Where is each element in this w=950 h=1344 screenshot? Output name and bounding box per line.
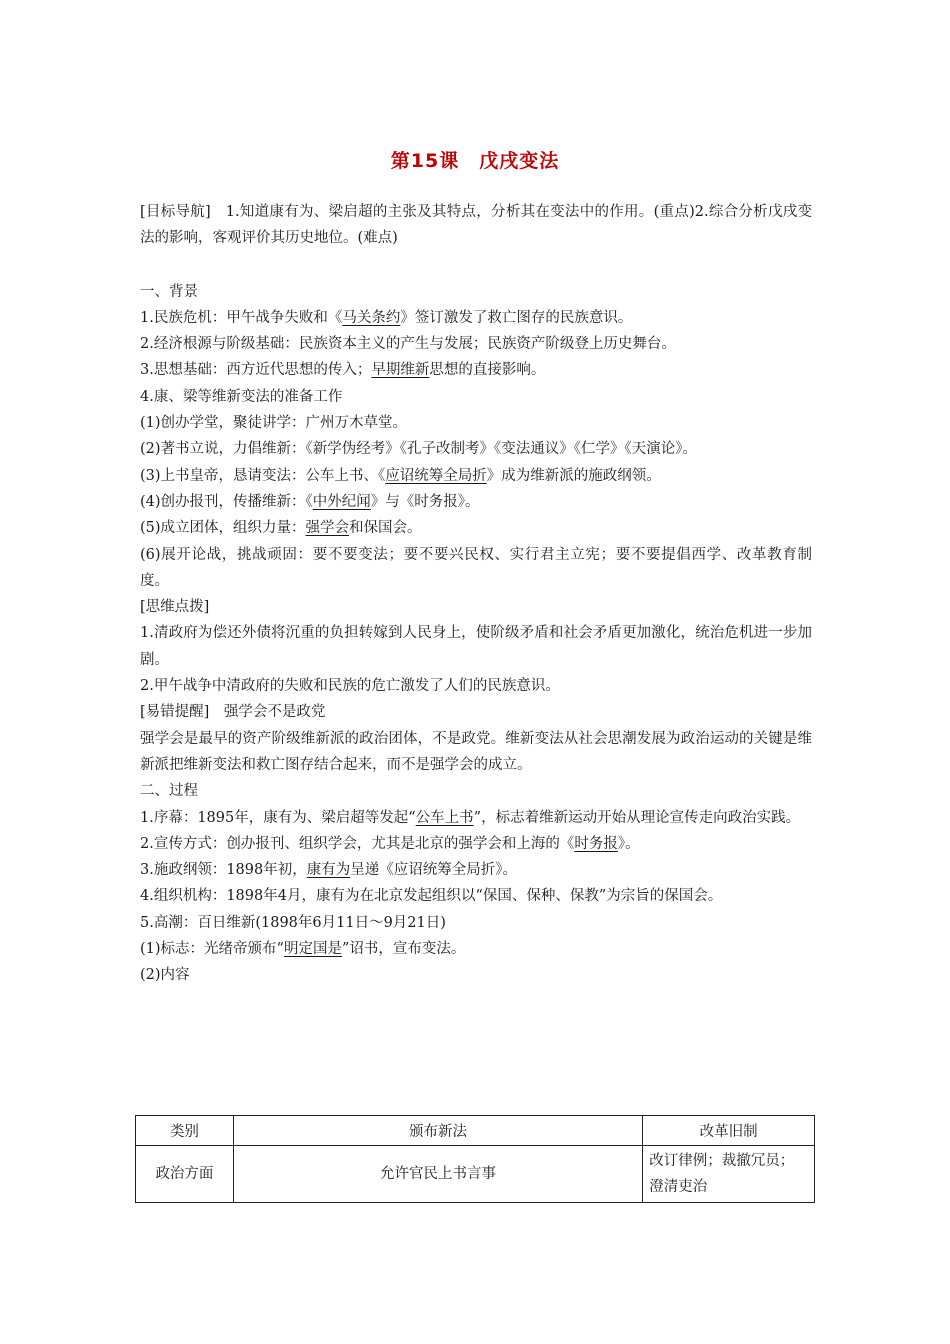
sub-item: (2)著书立说，力倡维新：《新学伪经考》《孔子改制考》《变法通议》《仁学》《天演论》。 (140, 441, 698, 458)
table-row (136, 1146, 815, 1203)
table-cell: 允许官民上书言事 (233, 1146, 642, 1203)
table-cell: 政治方面 (136, 1146, 234, 1203)
list-item: 4.康、梁等维新变法的准备工作 (140, 388, 343, 405)
fill-blank: 强学会 (305, 520, 350, 537)
sub-item: (4)创办报刊，传播维新：《中外纪闻》与《时务报》。 (140, 493, 480, 510)
list-item: 2.经济根源与阶级基础：民族资本主义的产生与发展；民族资产阶级登上历史舞台。 (140, 336, 676, 353)
page-title: 第15课 戊戌变法 (390, 150, 560, 172)
error-reminder: [易错提醒] 强学会不是政党 (140, 704, 326, 721)
document-body (140, 199, 812, 989)
list-item: 4.组织机构：1898年4月，康有为在北京发起组织以“保国、保种、保教”为宗旨的保国会。 (140, 888, 723, 905)
reform-content-table (135, 1115, 815, 1203)
table-header: 类别 (136, 1116, 234, 1146)
sub-item: (2)内容 (140, 967, 190, 984)
fill-blank: 早期维新 (371, 362, 430, 379)
table-header: 颁布新法 (233, 1116, 642, 1146)
fill-blank: 应诏统筹全局折 (385, 467, 487, 484)
table-header-row (136, 1116, 815, 1146)
table-header: 改革旧制 (643, 1116, 815, 1146)
goal-text: 1.知道康有为、梁启超的主张及其特点，分析其在变法中的作用。(重点)2.综合分析戊戌变法的影响，客观评价其历史地位。(难点) (140, 204, 812, 247)
fill-blank: 康有为 (306, 862, 351, 879)
thinking-tag: [思维点拨] (140, 599, 210, 616)
error-reminder-text: 强学会是最早的资产阶级维新派的政治团体，不是政党。维新变法从社会思潮发展为政治运动的关键是维新派把维新变法和救亡图存结合起来，而不是强学会的成立。 (140, 730, 812, 773)
fill-blank: 公车上书 (415, 809, 474, 826)
table-cell: 改订律例；裁撤冗员；澄清吏治 (643, 1146, 815, 1203)
thinking-point: 2.甲午战争中清政府的失败和民族的危亡激发了人们的民族意识。 (140, 678, 560, 695)
section-heading-background: 一、背景 (140, 283, 198, 300)
fill-blank: 明定国是 (283, 941, 342, 958)
thinking-point: 1.清政府为偿还外债将沉重的负担转嫁到人民身上，使阶级矛盾和社会矛盾更加激化，统治危机进一步加剧。 (140, 625, 812, 668)
sub-item: (3)上书皇帝，恳请变法：公车上书、《应诏统筹全局折》成为维新派的施政纲领。 (140, 467, 661, 484)
fill-blank: 时务报 (574, 835, 618, 852)
sub-item: (1)创办学堂，聚徒讲学：广州万木草堂。 (140, 415, 408, 432)
list-item: 1.民族危机：甲午战争失败和《马关条约》签订激发了救亡图存的民族意识。 (140, 309, 633, 326)
list-item: 3.施政纲领：1898年初，康有为呈递《应诏统筹全局折》。 (140, 862, 517, 879)
goal-tag: [目标导航] (140, 204, 211, 220)
fill-blank: 马关条约 (342, 309, 401, 326)
sub-item: (5)成立团体，组织力量：强学会和保国会。 (140, 520, 422, 537)
list-item: 1.序幕：1895年，康有为、梁启超等发起“公车上书”，标志着维新运动开始从理论宣传走向政治实践。 (140, 809, 801, 826)
list-item: 5.高潮：百日维新(1898年6月11日～9月21日) (140, 914, 446, 931)
list-item: 2.宣传方式：创办报刊、组织学会，尤其是北京的强学会和上海的《时务报》。 (140, 835, 640, 852)
sub-item: (6)展开论战，挑战顽固：要不要变法；要不要兴民权、实行君主立宪；要不要提倡西学、改革教育制度。 (140, 546, 812, 589)
sub-item: (1)标志：光绪帝颁布“明定国是”诏书，宣布变法。 (140, 941, 466, 958)
fill-blank: 中外纪闻 (312, 493, 371, 510)
list-item: 3.思想基础：西方近代思想的传入；早期维新思想的直接影响。 (140, 362, 546, 379)
spacer (140, 252, 812, 279)
goal-paragraph (140, 199, 812, 252)
section-heading-process: 二、过程 (140, 783, 198, 800)
